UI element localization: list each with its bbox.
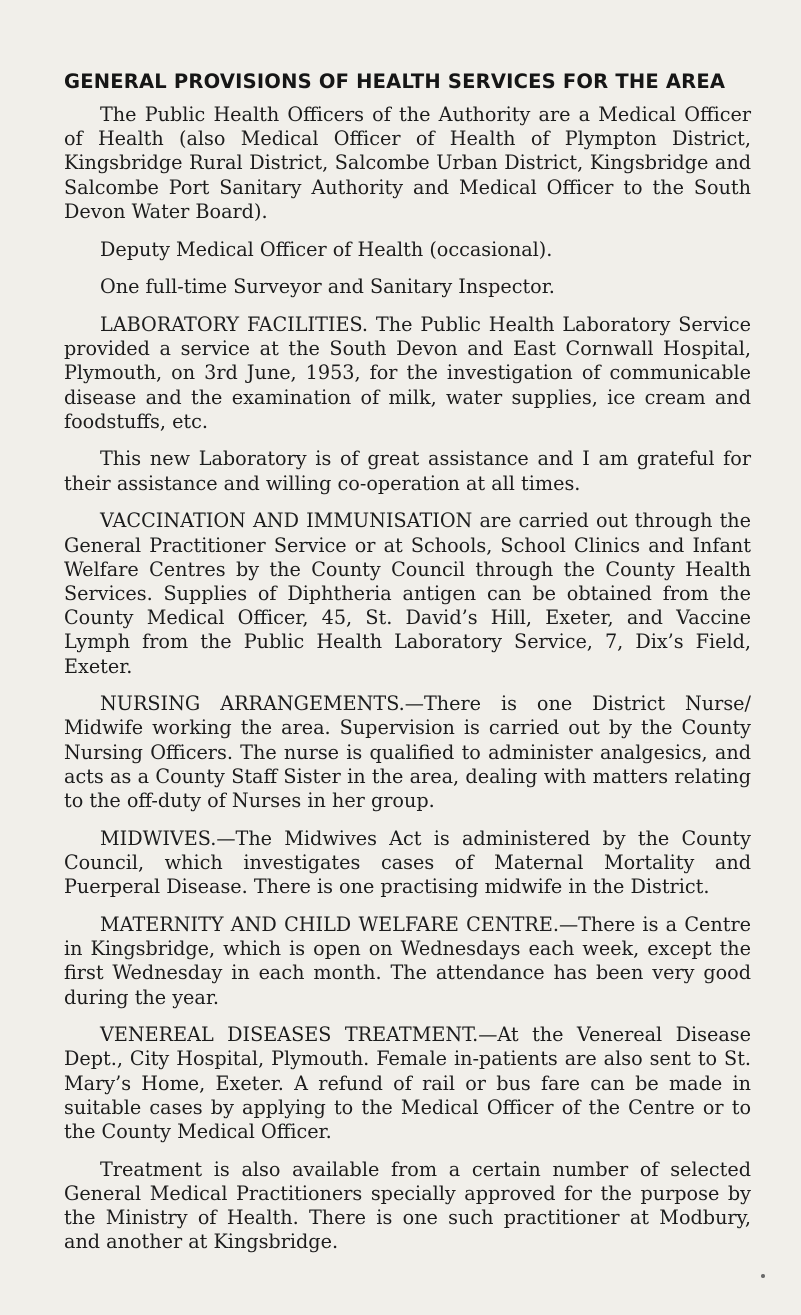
paragraph-treatment-practitioners: Treatment is also available from a certain number of selected General Medical Practitioners specially approved for the purpose by the Ministry of Health. There is one such practitioner at Modbury, and another at Kingsbridge. [64, 1157, 751, 1254]
paragraph-vaccination: VACCINATION AND IMMUNISATION are carried out through the General Practitioner Service or at Schools, School Clinics and Infant Welfare Centres by the County Council through the County Health Services. Supplies of Diphtheria antigen can be obtained from the County Medical Officer, 45, St. David’s Hill, Exeter, and Vaccine Lymph from the Public Health Laboratory Service, 7, Dix’s Field, Exeter. [64, 509, 751, 678]
paragraph-venereal-diseases: VENEREAL DISEASES TREATMENT.—At the Venereal Disease Dept., City Hospital, Plymouth. Female in-patients are also sent to St. Mary’s Home, Exeter. A refund of rail or bus fare can be made in suitable cases by applying to the Medical Officer of the Centre or to the County Medical Officer. [64, 1023, 751, 1144]
paragraph-midwives: MIDWIVES.—The Midwives Act is administered by the County Council, which investigates cases of Maternal Mortality and Puerperal Disease. There is one practising midwife in the District. [64, 826, 751, 899]
paragraph-deputy-medical-officer: Deputy Medical Officer of Health (occasional). [100, 237, 553, 261]
section-heading: GENERAL PROVISIONS OF HEALTH SERVICES FOR THE AREA [64, 70, 726, 93]
paragraph-public-health-officers: The Public Health Officers of the Authority are a Medical Officer of Health (also Medical Officer of Health of Plympton District, Kingsbridge Rural District, Salcombe Urban District, Kingsbridge and Salcombe Port Sanitary Authority and Medical Officer to the South Devon Water Board). [64, 103, 751, 223]
paragraph-maternity-centre: MATERNITY AND CHILD WELFARE CENTRE.—There is a Centre in Kingsbridge, which is open on Wednesdays each week, except the first Wednesday in each month. The attendance has been very good during the year. [64, 912, 751, 1009]
paragraph-laboratory-facilities: LABORATORY FACILITIES. The Public Health Laboratory Service provided a service at the South Devon and East Cornwall Hospital, Plymouth, on 3rd June, 1953, for the investigation of communicable disease and the examination of milk, water supplies, ice cream and foodstuffs, etc. [64, 312, 751, 433]
paragraph-nursing-arrangements: NURSING ARRANGEMENTS.—There is one District Nurse/ Midwife working the area. Supervision is carried out by the County Nursing Officers. The nurse is qualified to administer analgesics, and acts as a County Staff Sister in the area, dealing with matters relating to the off-duty of Nurses in her group. [64, 692, 751, 813]
paragraph-surveyor: One full-time Surveyor and Sanitary Inspector. [100, 275, 555, 299]
page-speck [761, 1274, 765, 1278]
paragraph-laboratory-assistance: This new Laboratory is of great assistance and I am grateful for their assistance and willing co-operation at all times. [64, 447, 751, 495]
